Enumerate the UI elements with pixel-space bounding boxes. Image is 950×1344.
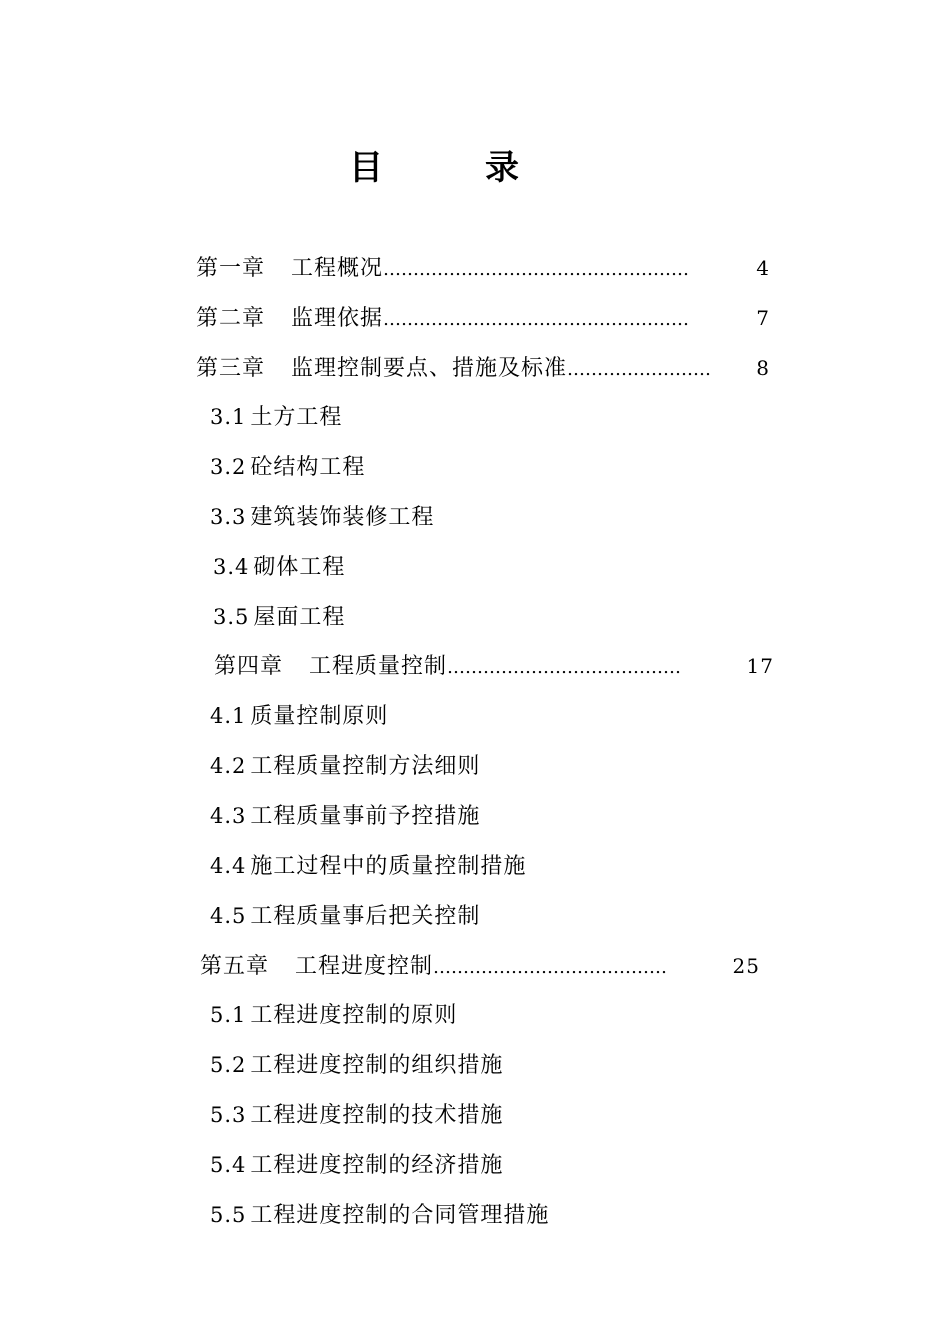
section-number: 3.3 (210, 505, 247, 529)
toc-section-3-1 (210, 401, 342, 433)
section-title: 屋面工程 (253, 605, 346, 630)
toc-section-5-1 (210, 999, 457, 1031)
toc-section-5-3 (210, 1099, 503, 1131)
toc-section-3-4 (213, 551, 345, 583)
toc-chapter-2 (196, 302, 770, 334)
page-number: 4 (756, 256, 770, 280)
section-number: 5.5 (210, 1203, 247, 1227)
toc-section-5-4 (210, 1149, 503, 1181)
toc-section-4-5 (210, 900, 480, 932)
chapter-title: 工程质量控制 (309, 654, 448, 679)
section-number: 3.5 (213, 605, 250, 629)
title-char-2: 录 (485, 148, 521, 188)
dot-leader: …………………… (567, 359, 712, 380)
section-number: 4.4 (210, 854, 247, 878)
section-title: 砼结构工程 (250, 455, 366, 480)
section-number: 3.2 (210, 455, 247, 479)
section-number: 5.4 (210, 1153, 247, 1177)
toc-section-3-5 (213, 601, 345, 633)
section-number: 5.1 (210, 1003, 247, 1027)
section-number: 5.2 (210, 1053, 247, 1077)
page-number: 25 (732, 954, 760, 978)
section-number: 4.2 (210, 754, 247, 778)
section-title: 质量控制原则 (250, 704, 389, 729)
toc-section-4-4 (210, 850, 526, 882)
toc-section-5-2 (210, 1049, 503, 1081)
section-number: 3.1 (210, 405, 247, 429)
chapter-title: 工程概况 (291, 256, 384, 281)
dot-leader: ………………………………… (447, 657, 682, 678)
section-number: 3.4 (213, 555, 250, 579)
section-title: 建筑装饰装修工程 (250, 505, 435, 530)
section-number: 4.3 (210, 804, 247, 828)
section-title: 工程进度控制的组织措施 (250, 1053, 504, 1078)
section-title: 工程进度控制的技术措施 (250, 1103, 504, 1128)
chapter-title: 监理控制要点、措施及标准 (291, 356, 568, 381)
toc-section-4-2 (210, 750, 480, 782)
toc-section-3-2 (210, 451, 365, 483)
section-title: 工程进度控制的原则 (250, 1003, 458, 1028)
dot-leader: …………………………………………… (383, 309, 690, 330)
section-number: 4.5 (210, 904, 247, 928)
chapter-number: 第四章 (214, 654, 284, 679)
chapter-title: 工程进度控制 (295, 954, 434, 979)
dot-leader: …………………………………………… (383, 259, 690, 280)
section-title: 工程质量事前予控措施 (250, 804, 481, 829)
page-number: 7 (756, 306, 770, 330)
chapter-title: 监理依据 (291, 306, 384, 331)
chapter-number: 第二章 (196, 306, 266, 331)
chapter-number: 第五章 (200, 954, 270, 979)
toc-section-5-5 (210, 1199, 549, 1231)
page-number: 17 (746, 654, 774, 678)
section-number: 5.3 (210, 1103, 247, 1127)
section-title: 砌体工程 (253, 555, 346, 580)
section-title: 土方工程 (250, 405, 343, 430)
toc-section-4-1 (210, 700, 388, 732)
section-number: 4.1 (210, 704, 247, 728)
chapter-number: 第三章 (196, 356, 266, 381)
section-title: 工程质量控制方法细则 (250, 754, 481, 779)
dot-leader: ………………………………… (433, 957, 668, 978)
toc-section-4-3 (210, 800, 480, 832)
toc-chapter-3 (196, 352, 770, 384)
section-title: 施工过程中的质量控制措施 (250, 854, 527, 879)
section-title: 工程质量事后把关控制 (250, 904, 481, 929)
section-title: 工程进度控制的合同管理措施 (250, 1203, 550, 1228)
toc-section-3-3 (210, 501, 434, 533)
section-title: 工程进度控制的经济措施 (250, 1153, 504, 1178)
toc-chapter-4 (214, 650, 774, 682)
chapter-number: 第一章 (196, 256, 266, 281)
toc-chapter-5 (200, 950, 760, 982)
toc-chapter-1 (196, 252, 770, 284)
page-number: 8 (756, 356, 770, 380)
title-char-1: 目 (349, 148, 385, 188)
